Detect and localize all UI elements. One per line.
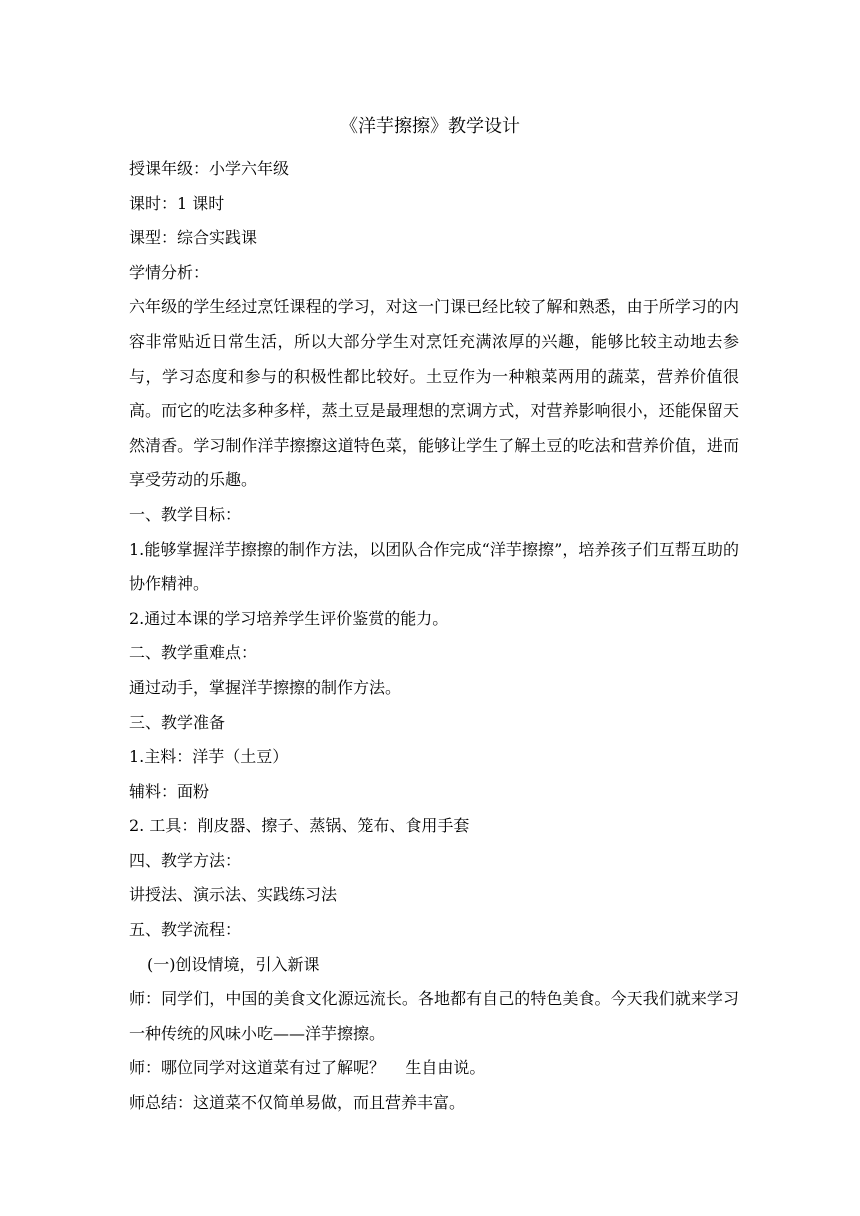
- duration-line: 课时：1 课时: [129, 193, 225, 213]
- process-heading: 五、教学流程：: [129, 920, 242, 940]
- grade-line: 授课年级：小学六年级: [129, 159, 290, 178]
- analysis-heading: 学情分析：: [129, 262, 210, 282]
- methods-text: 讲授法、演示法、实践练习法: [129, 885, 338, 905]
- goal-item-2: 2.通过本课的学习培养学生评价鉴赏的能力。: [129, 608, 449, 628]
- lesson-type-line: 课型：综合实践课: [129, 228, 258, 248]
- prep-tools: 2. 工具：削皮器、擦子、蒸锅、笼布、食用手套: [129, 816, 470, 836]
- prep-aux-ingredient: 辅料：面粉: [129, 781, 210, 801]
- teacher-line-1: 师：同学们，中国的美食文化源远流长。各地都有自己的特色美食。今天我们就来学习一种传统的风味小吃——洋芋擦擦。: [129, 989, 739, 1043]
- teacher-summary: 师总结：这道菜不仅简单易做，而且营养丰富。: [129, 1093, 466, 1113]
- document-title: 《洋芋擦擦》教学设计: [340, 116, 520, 137]
- prep-main-ingredient: 1.主料：洋芋（土豆）: [129, 747, 289, 767]
- process-step-1: (一)创设情境，引入新课: [147, 954, 320, 974]
- goal-item-1: 1.能够掌握洋芋擦擦的制作方法，以团队合作完成“洋芋擦擦”，培养孩子们互帮互助的协作精神。: [129, 539, 739, 594]
- goals-heading: 一、教学目标：: [129, 504, 242, 524]
- key-points-text: 通过动手，掌握洋芋擦擦的制作方法。: [129, 677, 402, 697]
- prep-heading: 三、教学准备: [129, 712, 226, 732]
- analysis-paragraph: 六年级的学生经过烹饪课程的学习，对这一门课已经比较了解和熟悉，由于所学习的内容非常贴近日常生活，所以大部分学生对烹饪充满浓厚的兴趣，能够比较主动地去参与，学习态度和参与的积极性都比较好。土豆作为一种粮菜两用的蔬菜，营养价值很高。而它的吃法多种多样，蒸土豆是最理想的烹调方式，对营养影响很小，还能保留天然清香。学习制作洋芋擦擦这道特色菜，能够让学生了解土豆的吃法和营养价值，进而享受劳动的乐趣。: [129, 297, 739, 490]
- methods-heading: 四、教学方法：: [129, 850, 242, 870]
- document-body: [129, 152, 739, 1121]
- key-points-heading: 二、教学重难点：: [129, 643, 258, 663]
- teacher-line-2: 师：哪位同学对这道菜有过了解呢？ 生自由说。: [129, 1058, 486, 1078]
